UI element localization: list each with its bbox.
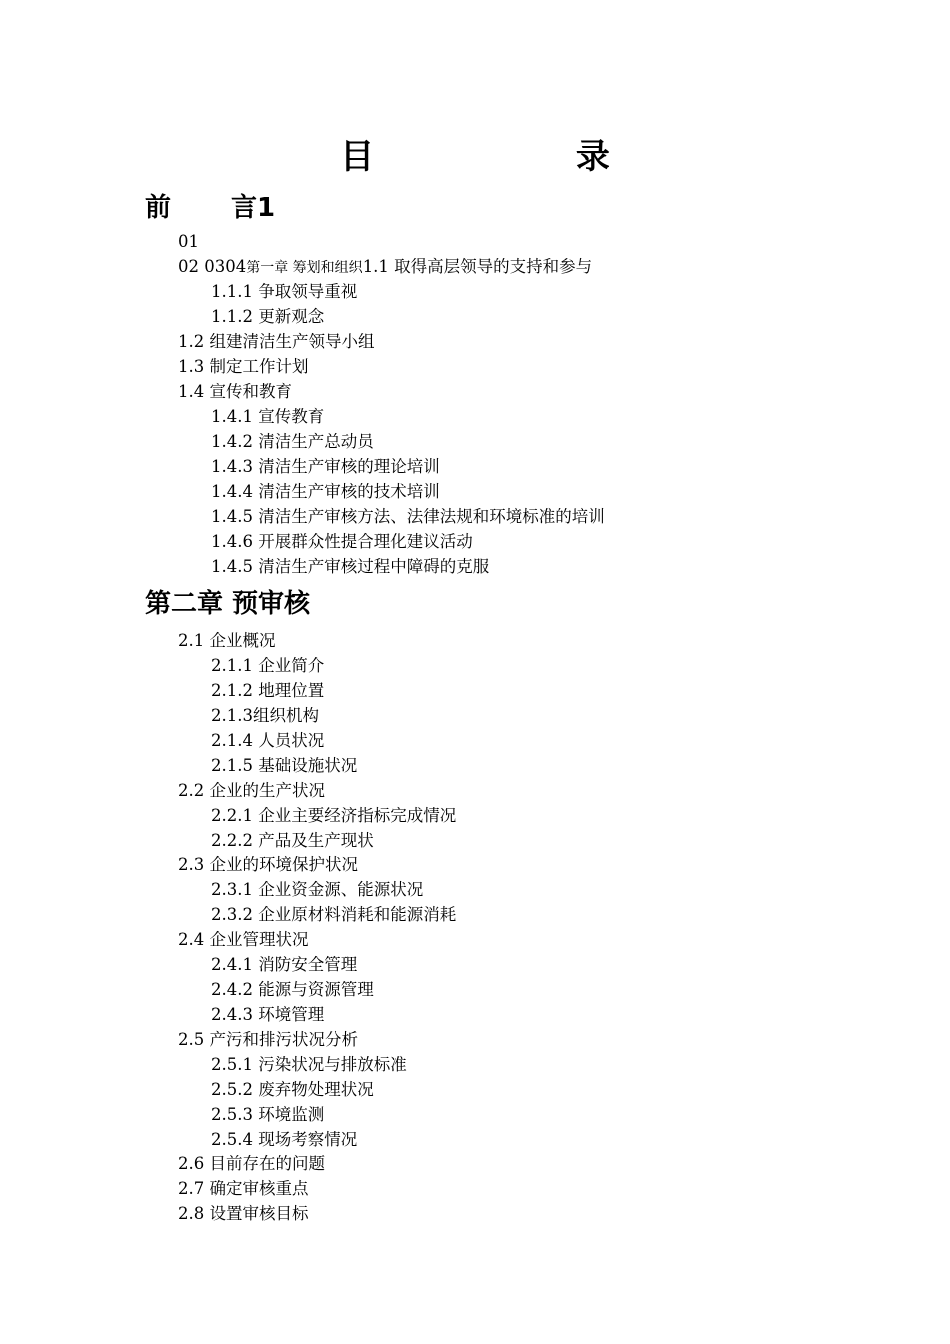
toc-entry[interactable]: 1.4.3 清洁生产审核的理论培训 bbox=[211, 457, 440, 476]
toc-entry-merged[interactable] bbox=[178, 255, 592, 280]
toc-entry[interactable]: 2.1.1 企业简介 bbox=[211, 656, 325, 675]
toc-entry[interactable]: 1.2 组建清洁生产领导小组 bbox=[178, 332, 375, 351]
toc-entry[interactable]: 2.1.2 地理位置 bbox=[211, 681, 325, 700]
toc-entry[interactable]: 2.3 企业的环境保护状况 bbox=[178, 855, 358, 874]
toc-entry[interactable]: 2.1.3组织机构 bbox=[211, 706, 319, 725]
chapter2-heading[interactable]: 第二章 预审核 bbox=[145, 589, 311, 619]
toc-entry[interactable]: 1.1.2 更新观念 bbox=[211, 307, 325, 326]
toc-entry-prefix: 02 0304 bbox=[178, 257, 247, 276]
toc-entry[interactable]: 1.4.2 清洁生产总动员 bbox=[211, 432, 374, 451]
toc-entry-chapter1-title: 第一章 筹划和组织 bbox=[246, 260, 363, 276]
toc-entry[interactable]: 2.5.1 污染状况与排放标准 bbox=[211, 1055, 407, 1074]
toc-entry[interactable]: 01 bbox=[178, 232, 199, 251]
toc-entry[interactable]: 2.2.2 产品及生产现状 bbox=[211, 831, 374, 850]
toc-entry[interactable]: 2.5.2 废弃物处理状况 bbox=[211, 1080, 374, 1099]
toc-entry-suffix: 1.1 取得高层领导的支持和参与 bbox=[362, 257, 593, 276]
toc-entry[interactable]: 2.1.4 人员状况 bbox=[211, 731, 325, 750]
toc-entry[interactable]: 1.3 制定工作计划 bbox=[178, 357, 309, 376]
toc-entry[interactable]: 2.4 企业管理状况 bbox=[178, 930, 309, 949]
toc-entry[interactable]: 2.4.2 能源与资源管理 bbox=[211, 980, 374, 999]
toc-entry[interactable]: 1.4.1 宣传教育 bbox=[211, 407, 325, 426]
preface-heading-left: 前 bbox=[145, 193, 172, 223]
toc-entry[interactable]: 2.1.5 基础设施状况 bbox=[211, 756, 358, 775]
toc-entry[interactable]: 2.8 设置审核目标 bbox=[178, 1204, 309, 1223]
toc-entry[interactable]: 2.5.3 环境监测 bbox=[211, 1105, 325, 1124]
toc-entry[interactable]: 2.6 目前存在的问题 bbox=[178, 1154, 325, 1173]
toc-entry[interactable]: 1.1.1 争取领导重视 bbox=[211, 282, 358, 301]
toc-entry[interactable]: 2.3.1 企业资金源、能源状况 bbox=[211, 880, 424, 899]
toc-entry[interactable]: 2.2.1 企业主要经济指标完成情况 bbox=[211, 806, 457, 825]
toc-entry[interactable]: 2.2 企业的生产状况 bbox=[178, 781, 325, 800]
toc-entry[interactable]: 2.5 产污和排污状况分析 bbox=[178, 1030, 358, 1049]
toc-entry[interactable]: 2.3.2 企业原材料消耗和能源消耗 bbox=[211, 905, 457, 924]
toc-entry[interactable]: 2.5.4 现场考察情况 bbox=[211, 1130, 358, 1149]
toc-entry[interactable]: 2.4.3 环境管理 bbox=[211, 1005, 325, 1024]
toc-title: 目 录 bbox=[340, 137, 705, 177]
toc-entry[interactable]: 1.4.5 清洁生产审核过程中障碍的克服 bbox=[211, 557, 490, 576]
toc-entry[interactable]: 1.4.4 清洁生产审核的技术培训 bbox=[211, 482, 440, 501]
toc-entry[interactable]: 1.4.6 开展群众性提合理化建议活动 bbox=[211, 532, 473, 551]
toc-entry[interactable]: 2.4.1 消防安全管理 bbox=[211, 955, 358, 974]
preface-heading[interactable] bbox=[145, 190, 275, 226]
toc-entry[interactable]: 1.4 宣传和教育 bbox=[178, 382, 292, 401]
toc-entry[interactable]: 2.7 确定审核重点 bbox=[178, 1179, 309, 1198]
toc-entry[interactable]: 1.4.5 清洁生产审核方法、法律法规和环境标准的培训 bbox=[211, 507, 605, 526]
toc-entry[interactable]: 2.1 企业概况 bbox=[178, 631, 276, 650]
preface-heading-right: 言1 bbox=[231, 193, 276, 223]
